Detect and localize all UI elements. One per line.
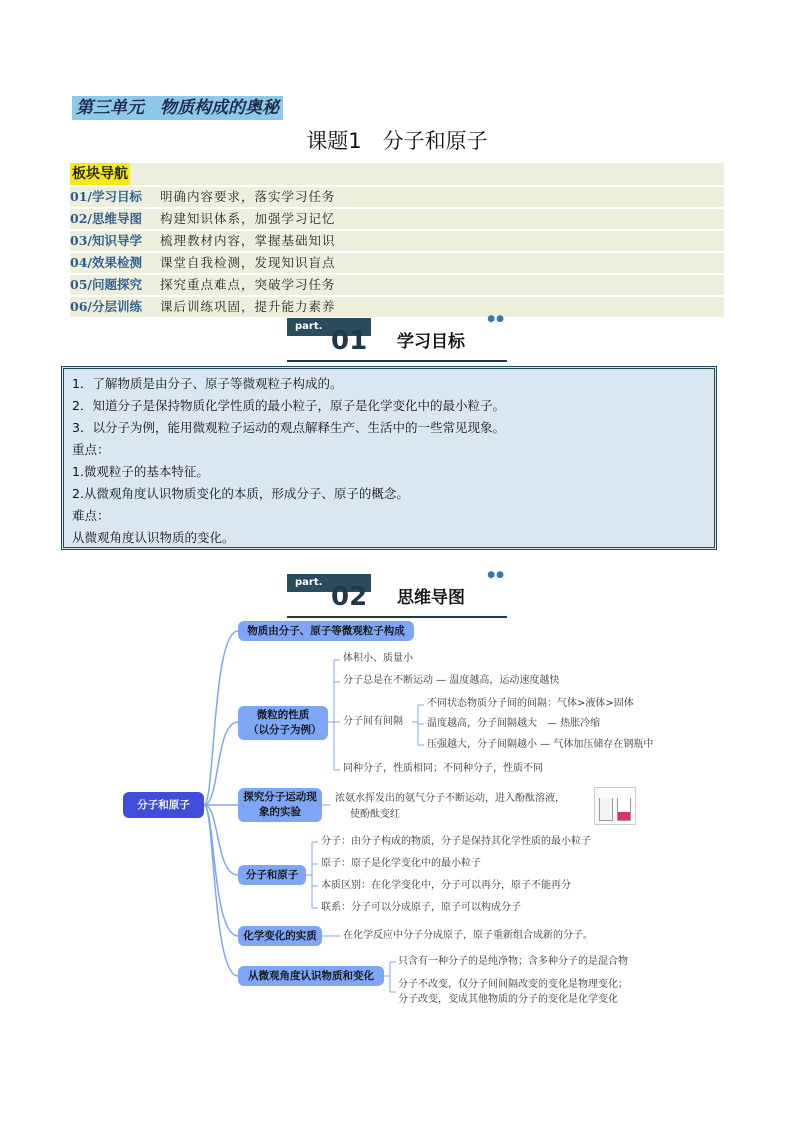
unit-name: 物质构成的奥秘: [160, 98, 279, 118]
mindmap-leaf: 本质区别：在化学变化中，分子可以再分，原子不能再分: [321, 880, 571, 891]
mindmap-leaf: 不同状态物质分子间的间隔：气体>液体>固体: [427, 698, 634, 709]
mindmap-leaf: 原子：原子是化学变化中的最小粒子: [321, 858, 481, 869]
goal-line: 2.从微观角度认识物质变化的本质，形成分子、原子的概念。: [72, 486, 409, 501]
goal-line: 从微观角度认识物质的变化。: [72, 530, 235, 545]
mindmap-leaf: 联系：分子可以分成原子，原子可以构成分子: [321, 902, 521, 913]
mindmap-branch-micro-view: 从微观角度认识物质和变化: [238, 966, 384, 986]
nav-item-desc: 梳理教材内容，掌握基础知识: [160, 233, 336, 248]
droplets-icon: ●●: [487, 314, 505, 324]
mindmap-leaf: 使酚酞变红: [350, 809, 400, 820]
beaker-experiment-icon: [594, 787, 636, 825]
part-title: 学习目标: [397, 332, 465, 352]
goal-line: 重点：: [72, 442, 110, 457]
nav-item-desc: 构建知识体系，加强学习记忆: [160, 211, 336, 226]
part-title: 思维导图: [397, 588, 465, 608]
mindmap-leaf: 压强越大，分子间隔越小 — 气体加压储存在钢瓶中: [427, 739, 654, 750]
mindmap-leaf: 分子总是在不断运动 — 温度越高，运动速度越快: [343, 675, 560, 686]
mindmap-leaf: 体积小、质量小: [343, 653, 413, 664]
droplets-icon: ●●: [487, 570, 505, 580]
nav-item-desc: 课堂自我检测，发现知识盲点: [160, 255, 336, 270]
goal-line: 难点：: [72, 508, 110, 523]
unit-number: 第三单元: [76, 98, 144, 118]
mindmap-leaf: 同种分子，性质相同；不同种分子，性质不同: [343, 763, 543, 774]
nav-item-code: 05/问题探究: [70, 277, 142, 292]
mindmap-leaf: 只含有一种分子的是纯净物；含多种分子的是混合物: [398, 956, 628, 967]
mindmap-leaf: 浓氨水挥发出的氨气分子不断运动，进入酚酞溶液，: [335, 793, 565, 804]
nav-item-code: 03/知识导学: [70, 233, 142, 248]
mindmap-leaf: 分子：由分子构成的物质，分子是保持其化学性质的最小粒子: [321, 836, 591, 847]
nav-item-desc: 明确内容要求，落实学习任务: [160, 189, 336, 204]
lesson-title: 课题1 分子和原子: [306, 129, 488, 153]
mindmap-leaf: 在化学反应中分子分成原子，原子重新组合成新的分子。: [343, 930, 593, 941]
mindmap-branch-experiment: 探究分子运动现象的实验: [238, 788, 322, 822]
part-number: 02: [331, 582, 368, 612]
part-tag: part.: [287, 318, 371, 336]
goal-line: 1．了解物质是由分子、原子等微观粒子构成的。: [72, 376, 343, 391]
mindmap-leaf: 分子改变，变成其他物质的分子的变化是化学变化: [398, 994, 618, 1005]
mindmap-branch-composition: 物质由分子、原子等微观粒子构成: [238, 621, 414, 641]
mindmap-leaf: 分子间有间隔: [343, 716, 403, 727]
nav-item-desc: 课后训练巩固，提升能力素养: [160, 299, 336, 314]
mindmap-leaf: 温度越高，分子间隔越大 — 热胀冷缩: [427, 718, 601, 729]
nav-item-code: 06/分层训练: [70, 299, 142, 314]
nav-item-code: 01/学习目标: [70, 189, 142, 204]
mindmap-branch-molecule-atom: 分子和原子: [238, 865, 306, 885]
nav-item-code: 04/效果检测: [70, 255, 142, 270]
goal-line: 2．知道分子是保持物质化学性质的最小粒子，原子是化学变化中的最小粒子。: [72, 398, 505, 413]
mindmap-branch-chemical-change: 化学变化的实质: [238, 926, 322, 946]
goal-line: 1.微观粒子的基本特征。: [72, 464, 209, 479]
nav-item-code: 02/思维导图: [70, 211, 142, 226]
part-number: 01: [331, 326, 368, 356]
mindmap-branch-particle-properties: 微粒的性质（以分子为例）: [238, 706, 328, 740]
mindmap-leaf: 分子不改变，仅分子间间隔改变的变化是物理变化；: [398, 979, 628, 990]
part-tag: part.: [287, 574, 371, 592]
mindmap-root: 分子和原子: [123, 792, 204, 818]
goal-line: 3．以分子为例，能用微观粒子运动的观点解释生产、生活中的一些常见现象。: [72, 420, 505, 435]
nav-item-desc: 探究重点难点，突破学习任务: [160, 277, 336, 292]
nav-heading: 板块导航: [70, 163, 130, 185]
